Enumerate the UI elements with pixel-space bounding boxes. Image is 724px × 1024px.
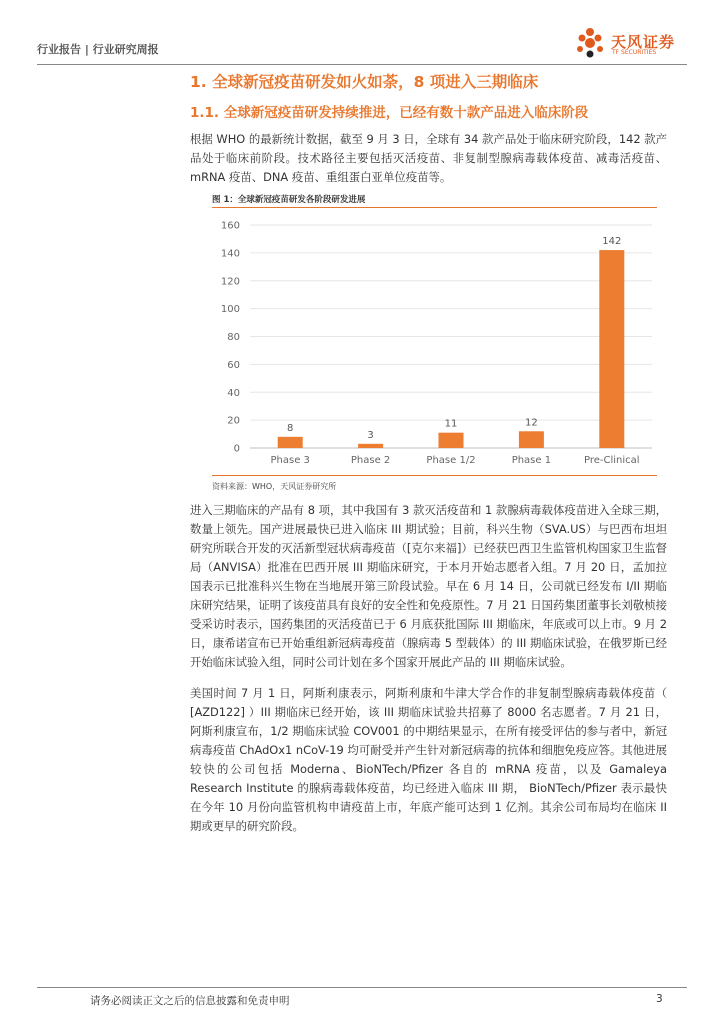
logo-text-cn: 天风证券 (611, 33, 676, 51)
x-tick-label: Pre-Clinical (584, 455, 640, 466)
bar (519, 431, 544, 448)
paragraph-phase3-china: 进入三期临床的产品有 8 项，其中我国有 3 款灭活疫苗和 1 款腺病毒载体疫苗进入全球三期，数量上领先。国产进展最快已进入临床 III 期试验；目前，科兴生物（SVA.US）与巴西布坦坦研究所联合开发的灭活新型冠状病毒疫苗（[克尔来福]）已经获巴西卫生监管机构国家卫生监督局（ANVISA）批准在巴西开展 III 期临床研究，于本月开始志愿者入组。7 月 20 日，孟加拉国表示已批准科兴生物在当地展开第三阶段试验。早在 6 月 14 日，公司就已经发布 I/II 期临床研究结果，证明了该疫苗具有良好的安全性和免疫原性。7 月 21 日国药集团董事长刘敬桢接受采访时表示，国药集团的灭活疫苗已于 6 月底获批国际 III 期临床，年底或可以上市。9 月 2 日，康希诺宣布已开始重组新冠病毒疫苗（腺病毒 5 型载体）的 III 期临床试验，在俄罗斯已经开始临床试验入组，同时公司计划在多个国家开展此产品的 III 期临床试验。 (190, 503, 667, 669)
data-label: 3 (367, 429, 374, 441)
x-tick-label: Phase 1/2 (426, 455, 476, 466)
subsection-heading: 1.1. 全球新冠疫苗研发持续推进，已经有数十款产品进入临床阶段 (190, 105, 589, 121)
figure-bottom-rule (212, 475, 657, 476)
y-tick-label: 120 (220, 276, 240, 288)
data-label: 8 (287, 422, 294, 434)
x-tick-label: Phase 3 (270, 455, 310, 466)
bar (599, 250, 624, 448)
figure-title: 图 1：全球新冠疫苗研发各阶段研发进展 (212, 195, 366, 205)
data-label: 11 (444, 418, 458, 430)
y-tick-label: 80 (227, 332, 240, 343)
page-number: 3 (656, 993, 663, 1005)
x-tick-label: Phase 2 (350, 455, 391, 466)
company-logo (572, 27, 702, 61)
y-tick-label: 140 (220, 248, 240, 260)
tf-logo-icon (572, 27, 608, 61)
y-tick-label: 100 (220, 304, 240, 316)
y-tick-label: 40 (227, 387, 240, 399)
data-label: 12 (525, 417, 538, 429)
section-heading: 1. 全球新冠疫苗研发如火如荼，8 项进入三期临床 (190, 73, 539, 91)
logo-text-en: TF SECURITIES (612, 49, 657, 56)
bar (358, 444, 383, 448)
bar-chart (212, 208, 657, 474)
paragraph-phase3-global: 美国时间 7 月 1 日，阿斯利康表示，阿斯利康和牛津大学合作的非复制型腺病毒载体疫苗（ [AZD122] ）III 期临床已经开始，该 III 期临床试验共招募了 8000 名志愿者。7 月 21 日，阿斯利康宣布，1/2 期临床试验 COV001 的中期结果显示，在所有接受评估的参与者中，新冠病毒疫苗 ChAdOx1 nCoV-19 均可耐受并产生针对新冠病毒的抗体和细胞免疫应答。其他进展较快的公司包括 Moderna、BioNTech/Pfizer 各自的 mRNA 疫苗，以及 Gamaleya Research Institute 的腺病毒载体疫苗，均已经进入临床 III 期， BioNTech/Pfizer 表示最快在今年 10 月份向监管机构申请疫苗上市，年底产能可达到 1 亿剂。其余公司布局均在临床 II 期或更早的研究阶段。 (190, 686, 667, 833)
y-tick-label: 20 (227, 415, 240, 427)
footer-divider (37, 987, 687, 988)
data-label: 142 (602, 236, 622, 248)
y-tick-label: 0 (233, 443, 240, 455)
figure-source: 资料来源：WHO，天风证券研究所 (212, 482, 337, 491)
bar (439, 433, 464, 448)
header-divider (37, 64, 687, 65)
paragraph-intro: 根据 WHO 的最新统计数据，截至 9 月 3 日，全球有 34 款产品处于临床研究阶段，142 款产品处于临床前阶段。技术路径主要包括灭活疫苗、非复制型腺病毒载体疫苗、减毒活疫苗、mRNA 疫苗、DNA 疫苗、重组蛋白亚单位疫苗等。 (190, 132, 667, 184)
y-tick-label: 60 (227, 359, 240, 371)
bar (278, 437, 303, 448)
footer-disclaimer: 请务必阅读正文之后的信息披露和免责申明 (90, 995, 290, 1007)
x-tick-label: Phase 1 (511, 455, 552, 466)
report-category: 行业报告 | 行业研究周报 (37, 43, 159, 56)
y-tick-label: 160 (220, 220, 240, 232)
